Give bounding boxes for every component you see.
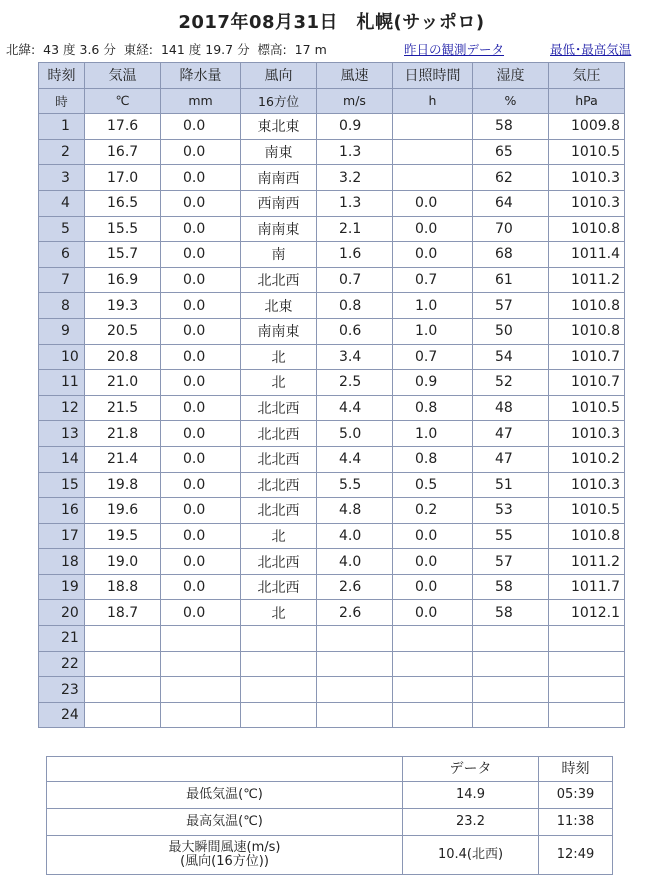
cell-pressure: 1011.7 bbox=[549, 574, 625, 600]
cell-hour: 1 bbox=[39, 114, 85, 140]
cell-humidity: 55 bbox=[473, 523, 549, 549]
cell-pressure bbox=[549, 702, 625, 728]
summary-time: 12:49 bbox=[539, 836, 613, 875]
table-row bbox=[39, 600, 625, 626]
cell-temperature: 21.5 bbox=[85, 395, 161, 421]
cell-pressure: 1010.8 bbox=[549, 318, 625, 344]
cell-precipitation: 0.0 bbox=[161, 574, 241, 600]
cell-pressure: 1010.7 bbox=[549, 370, 625, 396]
header-pressure: 気圧 bbox=[549, 63, 625, 89]
cell-pressure: 1011.4 bbox=[549, 242, 625, 268]
summary-label bbox=[47, 836, 403, 875]
observation-table bbox=[38, 62, 625, 728]
cell-pressure bbox=[549, 626, 625, 652]
cell-precipitation: 0.0 bbox=[161, 165, 241, 191]
cell-wind-speed: 2.5 bbox=[317, 370, 393, 396]
cell-sunshine bbox=[393, 651, 473, 677]
cell-hour: 11 bbox=[39, 370, 85, 396]
cell-wind-direction: 南 bbox=[241, 242, 317, 268]
summary-label: 最低気温(℃) bbox=[47, 782, 403, 809]
table-row bbox=[39, 651, 625, 677]
cell-hour: 9 bbox=[39, 318, 85, 344]
cell-pressure bbox=[549, 651, 625, 677]
header-temperature: 気温 bbox=[85, 63, 161, 89]
unit-wind-direction: 16方位 bbox=[241, 88, 317, 114]
cell-temperature: 17.6 bbox=[85, 114, 161, 140]
cell-sunshine: 0.0 bbox=[393, 574, 473, 600]
cell-hour: 20 bbox=[39, 600, 85, 626]
cell-sunshine: 0.5 bbox=[393, 472, 473, 498]
cell-temperature: 17.0 bbox=[85, 165, 161, 191]
cell-precipitation: 0.0 bbox=[161, 472, 241, 498]
cell-temperature: 19.6 bbox=[85, 498, 161, 524]
cell-humidity: 61 bbox=[473, 267, 549, 293]
cell-temperature: 16.9 bbox=[85, 267, 161, 293]
cell-wind-direction: 北 bbox=[241, 523, 317, 549]
unit-wind-speed: m/s bbox=[317, 88, 393, 114]
cell-sunshine: 1.0 bbox=[393, 421, 473, 447]
min-max-temp-link[interactable]: 最低･最高気温 bbox=[550, 42, 632, 57]
cell-hour: 13 bbox=[39, 421, 85, 447]
cell-wind-direction: 北東 bbox=[241, 293, 317, 319]
table-row bbox=[39, 472, 625, 498]
cell-pressure: 1011.2 bbox=[549, 549, 625, 575]
table-row bbox=[39, 267, 625, 293]
cell-precipitation: 0.0 bbox=[161, 242, 241, 268]
cell-temperature: 18.7 bbox=[85, 600, 161, 626]
table-row bbox=[39, 216, 625, 242]
cell-temperature: 20.5 bbox=[85, 318, 161, 344]
cell-hour: 16 bbox=[39, 498, 85, 524]
cell-precipitation: 0.0 bbox=[161, 293, 241, 319]
cell-hour: 14 bbox=[39, 446, 85, 472]
cell-temperature: 19.5 bbox=[85, 523, 161, 549]
cell-sunshine bbox=[393, 139, 473, 165]
table-row bbox=[39, 549, 625, 575]
summary-row-min-temp bbox=[47, 782, 613, 809]
cell-sunshine bbox=[393, 165, 473, 191]
cell-temperature: 21.4 bbox=[85, 446, 161, 472]
header-precipitation: 降水量 bbox=[161, 63, 241, 89]
cell-hour: 6 bbox=[39, 242, 85, 268]
cell-temperature: 16.5 bbox=[85, 190, 161, 216]
cell-temperature: 15.7 bbox=[85, 242, 161, 268]
table-row bbox=[39, 523, 625, 549]
cell-pressure: 1010.8 bbox=[549, 523, 625, 549]
summary-time: 11:38 bbox=[539, 809, 613, 836]
location-coordinates: 北緯: 43 度 3.6 分 東経: 141 度 19.7 分 標高: 17 m bbox=[6, 42, 327, 57]
unit-precipitation: mm bbox=[161, 88, 241, 114]
cell-humidity: 58 bbox=[473, 600, 549, 626]
cell-pressure: 1011.2 bbox=[549, 267, 625, 293]
cell-temperature: 21.0 bbox=[85, 370, 161, 396]
cell-hour: 12 bbox=[39, 395, 85, 421]
cell-hour: 24 bbox=[39, 702, 85, 728]
table-row bbox=[39, 702, 625, 728]
header-humidity: 湿度 bbox=[473, 63, 549, 89]
observation-rows bbox=[39, 114, 625, 728]
cell-precipitation: 0.0 bbox=[161, 318, 241, 344]
cell-wind-speed: 1.3 bbox=[317, 190, 393, 216]
cell-wind-direction: 西南西 bbox=[241, 190, 317, 216]
cell-humidity: 54 bbox=[473, 344, 549, 370]
cell-precipitation bbox=[161, 626, 241, 652]
cell-wind-speed: 1.3 bbox=[317, 139, 393, 165]
cell-temperature: 19.0 bbox=[85, 549, 161, 575]
cell-precipitation bbox=[161, 651, 241, 677]
cell-pressure: 1010.7 bbox=[549, 344, 625, 370]
table-row bbox=[39, 626, 625, 652]
cell-precipitation: 0.0 bbox=[161, 549, 241, 575]
cell-wind-speed: 2.1 bbox=[317, 216, 393, 242]
cell-temperature: 19.3 bbox=[85, 293, 161, 319]
cell-temperature: 21.8 bbox=[85, 421, 161, 447]
cell-wind-direction: 北北西 bbox=[241, 267, 317, 293]
cell-wind-speed: 3.4 bbox=[317, 344, 393, 370]
cell-pressure: 1009.8 bbox=[549, 114, 625, 140]
cell-humidity bbox=[473, 677, 549, 703]
location-line bbox=[6, 40, 657, 58]
cell-wind-direction bbox=[241, 677, 317, 703]
cell-precipitation: 0.0 bbox=[161, 216, 241, 242]
cell-humidity: 58 bbox=[473, 114, 549, 140]
cell-humidity: 53 bbox=[473, 498, 549, 524]
cell-humidity: 57 bbox=[473, 549, 549, 575]
previous-day-link[interactable]: 昨日の観測データ bbox=[404, 42, 505, 57]
cell-wind-direction: 北北西 bbox=[241, 395, 317, 421]
cell-hour: 3 bbox=[39, 165, 85, 191]
table-row bbox=[39, 370, 625, 396]
cell-wind-speed: 0.8 bbox=[317, 293, 393, 319]
table-row bbox=[39, 318, 625, 344]
cell-pressure: 1010.8 bbox=[549, 216, 625, 242]
cell-humidity: 57 bbox=[473, 293, 549, 319]
cell-temperature bbox=[85, 651, 161, 677]
cell-precipitation: 0.0 bbox=[161, 139, 241, 165]
header-sunshine: 日照時間 bbox=[393, 63, 473, 89]
cell-hour: 10 bbox=[39, 344, 85, 370]
cell-pressure: 1012.1 bbox=[549, 600, 625, 626]
cell-sunshine bbox=[393, 626, 473, 652]
unit-temperature: ℃ bbox=[85, 88, 161, 114]
cell-wind-speed: 4.0 bbox=[317, 523, 393, 549]
cell-humidity: 58 bbox=[473, 574, 549, 600]
summary-header-row bbox=[47, 757, 613, 782]
cell-sunshine: 0.0 bbox=[393, 242, 473, 268]
cell-wind-speed: 5.0 bbox=[317, 421, 393, 447]
cell-wind-speed bbox=[317, 677, 393, 703]
cell-sunshine: 0.8 bbox=[393, 395, 473, 421]
cell-humidity bbox=[473, 626, 549, 652]
cell-sunshine: 0.7 bbox=[393, 344, 473, 370]
unit-sunshine: h bbox=[393, 88, 473, 114]
cell-humidity: 47 bbox=[473, 421, 549, 447]
cell-hour: 7 bbox=[39, 267, 85, 293]
cell-hour: 23 bbox=[39, 677, 85, 703]
cell-sunshine: 0.8 bbox=[393, 446, 473, 472]
cell-hour: 4 bbox=[39, 190, 85, 216]
cell-precipitation: 0.0 bbox=[161, 421, 241, 447]
cell-humidity: 62 bbox=[473, 165, 549, 191]
cell-hour: 15 bbox=[39, 472, 85, 498]
table-row bbox=[39, 446, 625, 472]
cell-wind-direction: 北北西 bbox=[241, 549, 317, 575]
summary-label-line1: 最大瞬間風速(m/s) bbox=[168, 840, 281, 855]
cell-wind-direction: 北 bbox=[241, 370, 317, 396]
table-row bbox=[39, 421, 625, 447]
cell-temperature: 20.8 bbox=[85, 344, 161, 370]
cell-sunshine: 0.2 bbox=[393, 498, 473, 524]
unit-hour: 時 bbox=[39, 88, 85, 114]
cell-wind-direction: 北北西 bbox=[241, 574, 317, 600]
cell-sunshine: 1.0 bbox=[393, 318, 473, 344]
cell-pressure: 1010.3 bbox=[549, 472, 625, 498]
cell-temperature: 18.8 bbox=[85, 574, 161, 600]
header-row bbox=[39, 63, 625, 89]
cell-temperature: 16.7 bbox=[85, 139, 161, 165]
cell-humidity: 68 bbox=[473, 242, 549, 268]
summary-table bbox=[46, 756, 613, 875]
cell-pressure: 1010.5 bbox=[549, 498, 625, 524]
cell-wind-direction bbox=[241, 702, 317, 728]
cell-humidity: 64 bbox=[473, 190, 549, 216]
cell-temperature bbox=[85, 626, 161, 652]
cell-temperature: 19.8 bbox=[85, 472, 161, 498]
cell-pressure: 1010.8 bbox=[549, 293, 625, 319]
table-row bbox=[39, 677, 625, 703]
cell-wind-direction: 北北西 bbox=[241, 498, 317, 524]
cell-pressure: 1010.3 bbox=[549, 165, 625, 191]
cell-wind-speed: 0.6 bbox=[317, 318, 393, 344]
summary-value: 10.4(北西) bbox=[403, 836, 539, 875]
cell-hour: 2 bbox=[39, 139, 85, 165]
cell-sunshine: 0.0 bbox=[393, 523, 473, 549]
cell-humidity bbox=[473, 702, 549, 728]
cell-humidity: 47 bbox=[473, 446, 549, 472]
table-row bbox=[39, 165, 625, 191]
summary-header-time: 時刻 bbox=[539, 757, 613, 782]
cell-wind-direction: 南南東 bbox=[241, 216, 317, 242]
cell-humidity bbox=[473, 651, 549, 677]
cell-wind-direction: 北北西 bbox=[241, 421, 317, 447]
units-row bbox=[39, 88, 625, 114]
cell-wind-speed bbox=[317, 702, 393, 728]
summary-value: 14.9 bbox=[403, 782, 539, 809]
cell-sunshine: 0.7 bbox=[393, 267, 473, 293]
table-row bbox=[39, 293, 625, 319]
cell-sunshine: 1.0 bbox=[393, 293, 473, 319]
summary-time: 05:39 bbox=[539, 782, 613, 809]
cell-wind-speed: 0.7 bbox=[317, 267, 393, 293]
cell-precipitation bbox=[161, 702, 241, 728]
summary-row-max-gust bbox=[47, 836, 613, 875]
cell-sunshine: 0.0 bbox=[393, 216, 473, 242]
cell-wind-speed: 3.2 bbox=[317, 165, 393, 191]
cell-sunshine: 0.9 bbox=[393, 370, 473, 396]
cell-precipitation: 0.0 bbox=[161, 190, 241, 216]
cell-pressure bbox=[549, 677, 625, 703]
cell-precipitation: 0.0 bbox=[161, 600, 241, 626]
cell-wind-speed: 1.6 bbox=[317, 242, 393, 268]
cell-temperature bbox=[85, 702, 161, 728]
cell-humidity: 50 bbox=[473, 318, 549, 344]
cell-wind-speed: 4.4 bbox=[317, 446, 393, 472]
cell-sunshine bbox=[393, 702, 473, 728]
table-row bbox=[39, 242, 625, 268]
unit-humidity: % bbox=[473, 88, 549, 114]
cell-temperature bbox=[85, 677, 161, 703]
cell-humidity: 70 bbox=[473, 216, 549, 242]
cell-humidity: 65 bbox=[473, 139, 549, 165]
cell-wind-direction: 北 bbox=[241, 600, 317, 626]
cell-wind-direction bbox=[241, 651, 317, 677]
header-hour: 時刻 bbox=[39, 63, 85, 89]
cell-wind-direction: 南南東 bbox=[241, 318, 317, 344]
cell-wind-direction: 北北西 bbox=[241, 446, 317, 472]
cell-sunshine: 0.0 bbox=[393, 549, 473, 575]
cell-precipitation: 0.0 bbox=[161, 498, 241, 524]
cell-humidity: 48 bbox=[473, 395, 549, 421]
summary-header-blank bbox=[47, 757, 403, 782]
cell-wind-speed: 2.6 bbox=[317, 574, 393, 600]
cell-pressure: 1010.5 bbox=[549, 395, 625, 421]
cell-sunshine: 0.0 bbox=[393, 600, 473, 626]
cell-hour: 22 bbox=[39, 651, 85, 677]
cell-hour: 8 bbox=[39, 293, 85, 319]
cell-precipitation: 0.0 bbox=[161, 395, 241, 421]
summary-label-line2: (風向(16方位)) bbox=[180, 854, 269, 869]
table-row bbox=[39, 498, 625, 524]
cell-humidity: 52 bbox=[473, 370, 549, 396]
cell-hour: 18 bbox=[39, 549, 85, 575]
cell-pressure: 1010.3 bbox=[549, 421, 625, 447]
header-wind-direction: 風向 bbox=[241, 63, 317, 89]
cell-hour: 5 bbox=[39, 216, 85, 242]
cell-sunshine bbox=[393, 114, 473, 140]
unit-pressure: hPa bbox=[549, 88, 625, 114]
table-row bbox=[39, 574, 625, 600]
cell-wind-direction: 南南西 bbox=[241, 165, 317, 191]
cell-wind-speed: 0.9 bbox=[317, 114, 393, 140]
cell-wind-direction: 北北西 bbox=[241, 472, 317, 498]
cell-wind-speed bbox=[317, 651, 393, 677]
cell-precipitation: 0.0 bbox=[161, 344, 241, 370]
header-wind-speed: 風速 bbox=[317, 63, 393, 89]
cell-temperature: 15.5 bbox=[85, 216, 161, 242]
summary-header-data: データ bbox=[403, 757, 539, 782]
page-title: 2017年08月31日 札幌(サッポロ) bbox=[178, 12, 485, 33]
cell-wind-direction: 北 bbox=[241, 344, 317, 370]
summary-row-max-temp bbox=[47, 809, 613, 836]
cell-hour: 17 bbox=[39, 523, 85, 549]
cell-wind-speed: 4.8 bbox=[317, 498, 393, 524]
table-row bbox=[39, 114, 625, 140]
cell-precipitation: 0.0 bbox=[161, 446, 241, 472]
cell-wind-speed: 4.4 bbox=[317, 395, 393, 421]
cell-wind-speed bbox=[317, 626, 393, 652]
cell-sunshine bbox=[393, 677, 473, 703]
table-row bbox=[39, 139, 625, 165]
cell-wind-speed: 5.5 bbox=[317, 472, 393, 498]
summary-value: 23.2 bbox=[403, 809, 539, 836]
cell-precipitation: 0.0 bbox=[161, 370, 241, 396]
cell-pressure: 1010.3 bbox=[549, 190, 625, 216]
cell-wind-direction: 南東 bbox=[241, 139, 317, 165]
table-row bbox=[39, 395, 625, 421]
cell-pressure: 1010.2 bbox=[549, 446, 625, 472]
cell-humidity: 51 bbox=[473, 472, 549, 498]
cell-hour: 21 bbox=[39, 626, 85, 652]
cell-wind-speed: 2.6 bbox=[317, 600, 393, 626]
cell-precipitation bbox=[161, 677, 241, 703]
cell-pressure: 1010.5 bbox=[549, 139, 625, 165]
cell-precipitation: 0.0 bbox=[161, 267, 241, 293]
cell-wind-speed: 4.0 bbox=[317, 549, 393, 575]
cell-hour: 19 bbox=[39, 574, 85, 600]
cell-sunshine: 0.0 bbox=[393, 190, 473, 216]
cell-precipitation: 0.0 bbox=[161, 523, 241, 549]
summary-label: 最高気温(℃) bbox=[47, 809, 403, 836]
table-row bbox=[39, 344, 625, 370]
table-row bbox=[39, 190, 625, 216]
cell-precipitation: 0.0 bbox=[161, 114, 241, 140]
cell-wind-direction: 東北東 bbox=[241, 114, 317, 140]
cell-wind-direction bbox=[241, 626, 317, 652]
